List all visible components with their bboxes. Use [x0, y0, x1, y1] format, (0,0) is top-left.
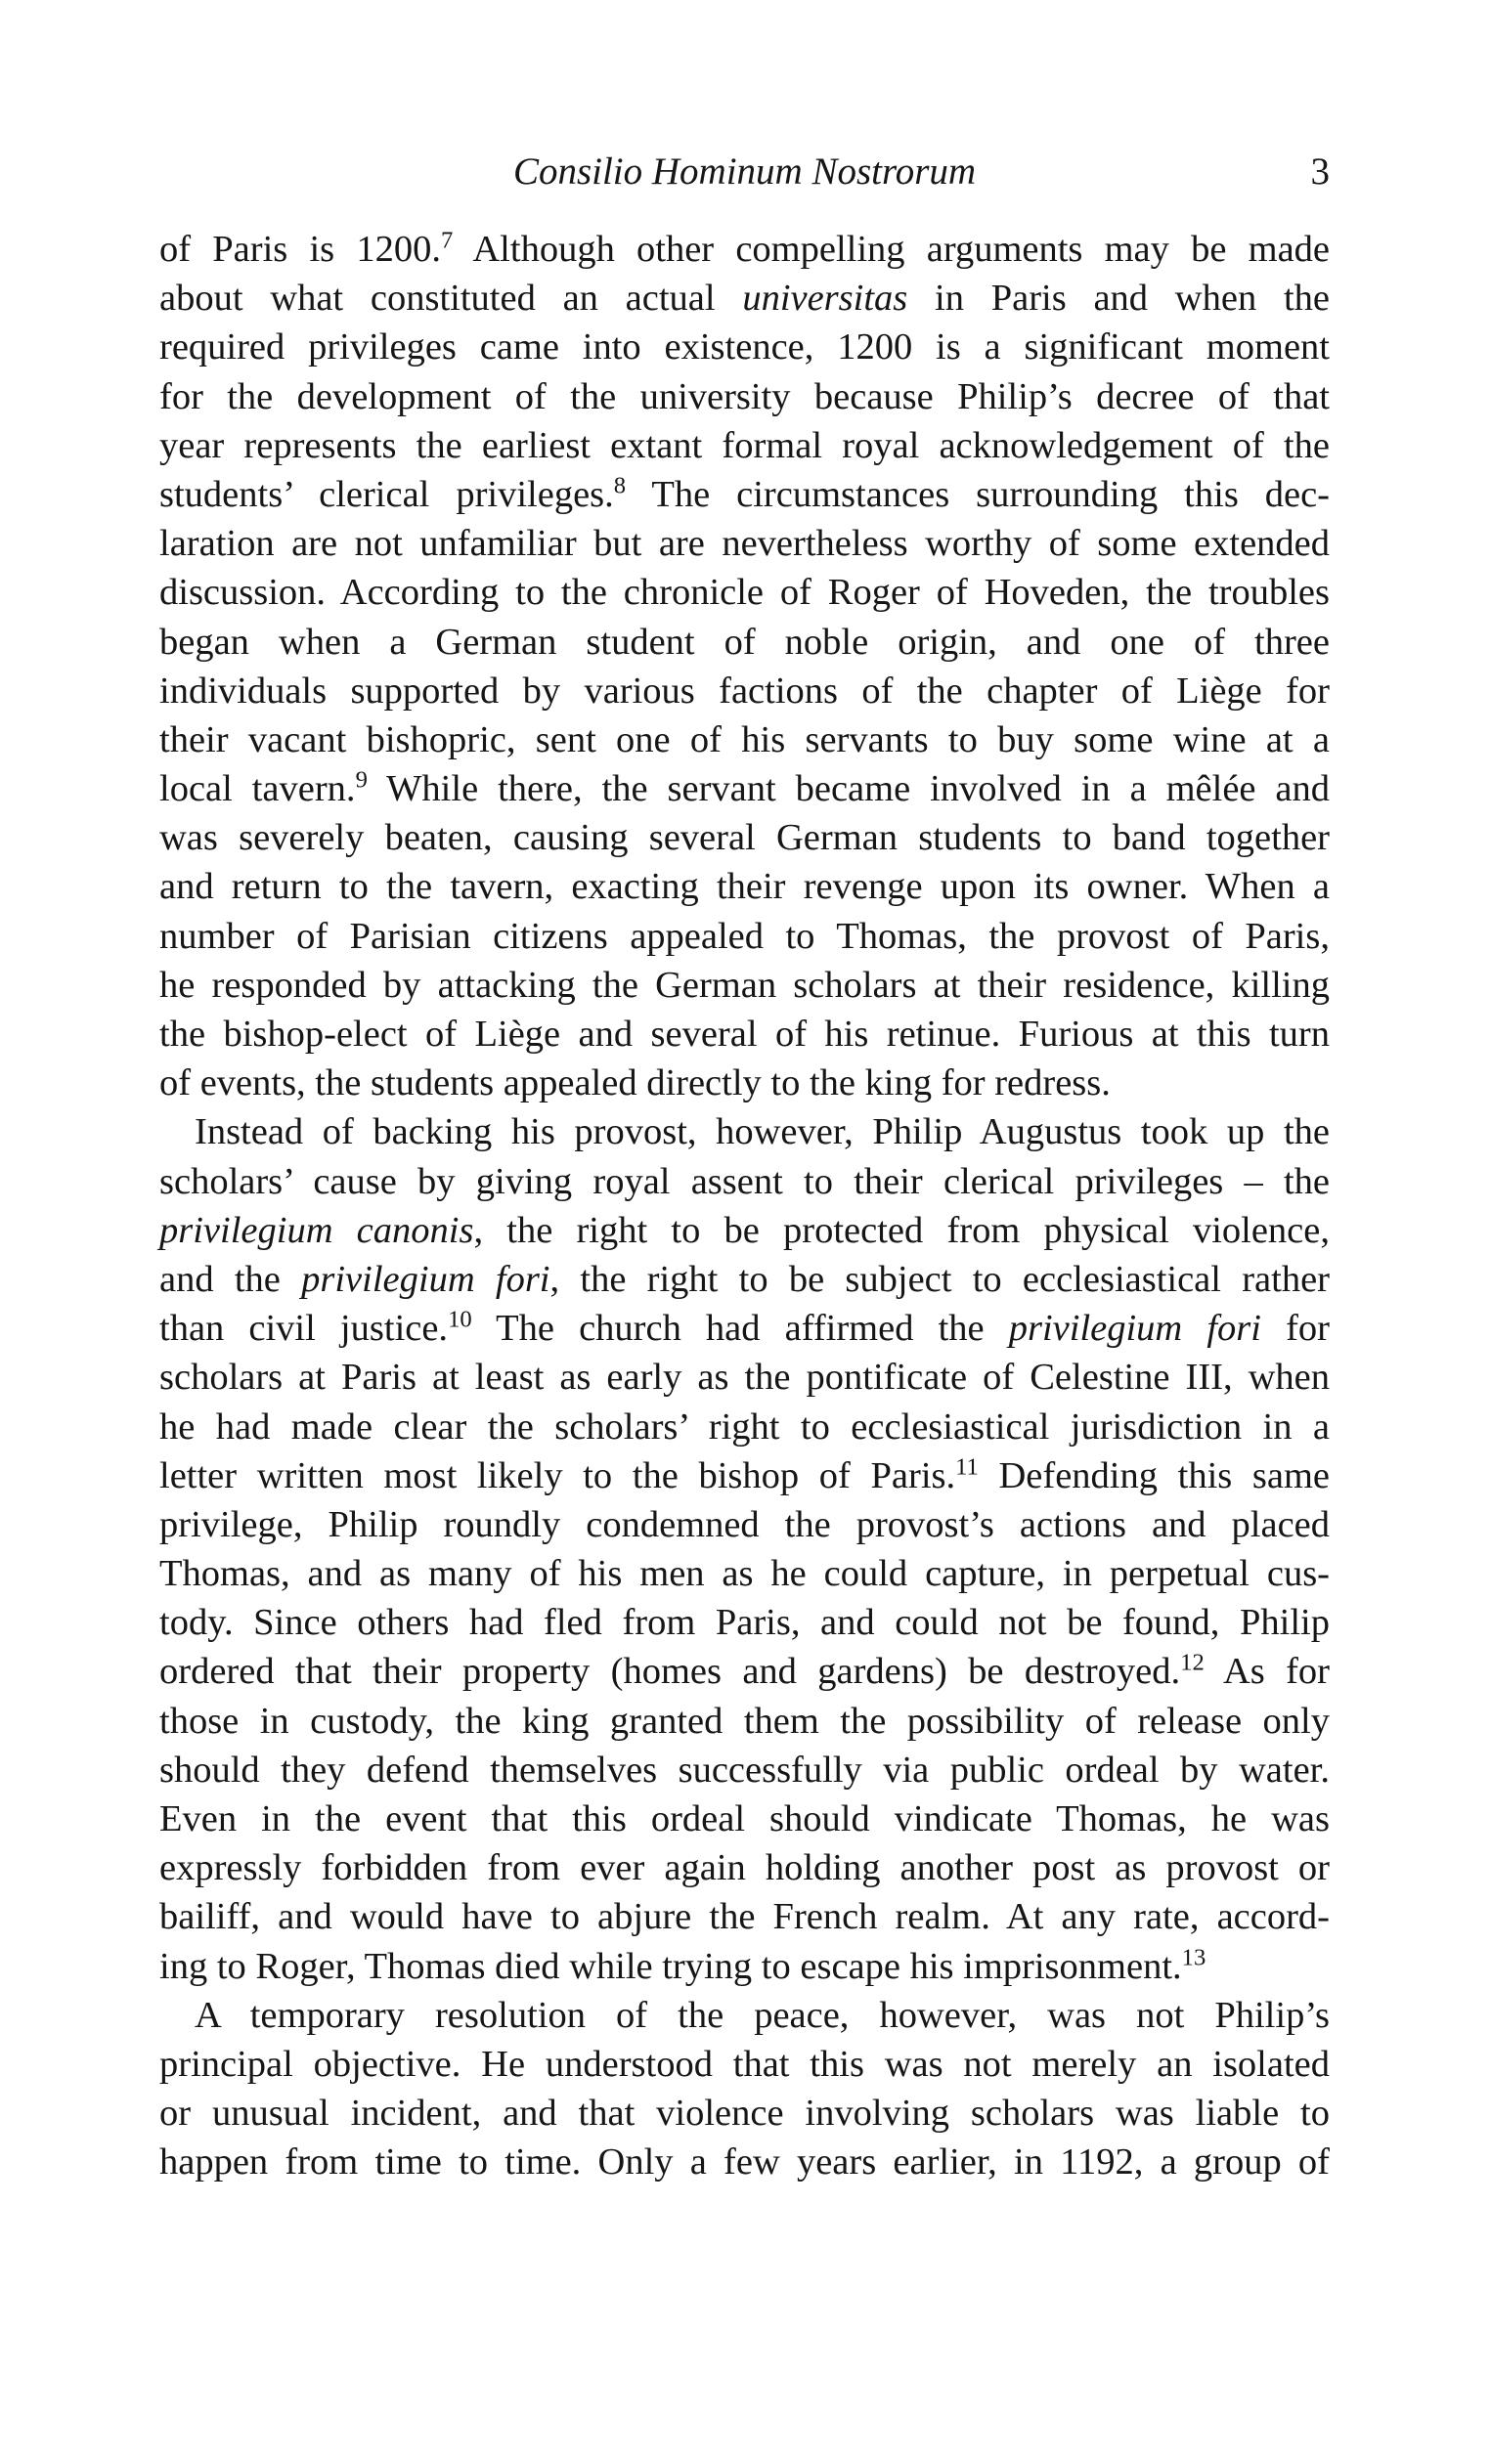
text-line	[159, 912, 1330, 961]
text-run: Although other compelling arguments may be made	[453, 229, 1330, 270]
text-line	[159, 764, 1330, 813]
text-run: he responded by attacking the German scholars at their residence, killing	[159, 964, 1330, 1006]
italic-term: privilegium fori	[301, 1258, 550, 1300]
text-run: The circumstances surrounding this dec-	[626, 473, 1330, 515]
text-run: and the	[159, 1258, 302, 1300]
text-line	[159, 470, 1330, 519]
text-run: tody. Since others had fled from Paris, and could not be found, Philip	[159, 1602, 1330, 1644]
text-run: number of Parisian citizens appealed to Thomas, the provost of Paris,	[159, 915, 1330, 957]
italic-term: privilegium fori	[1008, 1308, 1261, 1350]
text-line	[159, 1304, 1330, 1353]
text-run: scholars’ cause by giving royal assent to their clerical privileges – the	[159, 1160, 1330, 1202]
running-title: Consilio Hominum Nostrorum	[512, 151, 977, 193]
text-run: Instead of backing his provost, however, Philip Augustus took up the	[195, 1111, 1330, 1153]
text-run: local tavern.	[159, 768, 356, 810]
text-run: Thomas, and as many of his men as he could capture, in perpetual cus-	[159, 1553, 1330, 1595]
text-line	[159, 1697, 1330, 1746]
text-run: letter written most likely to the bishop of Paris.	[159, 1454, 956, 1496]
text-run: in Paris and when the	[907, 278, 1330, 320]
text-run: bailiff, and would have to abjure the French realm. At any rate, accord-	[159, 1896, 1330, 1938]
text-line	[159, 1647, 1330, 1696]
text-line	[159, 1942, 1330, 1991]
text-run: privilege, Philip roundly condemned the provost’s actions and placed	[159, 1503, 1330, 1545]
text-run: While there, the servant became involved in a mêlée and	[367, 768, 1331, 810]
text-run: students’ clerical privileges.	[159, 473, 614, 515]
text-run: As for	[1204, 1651, 1330, 1693]
text-line	[159, 715, 1330, 764]
page-number: 3	[1310, 151, 1330, 193]
text-line	[159, 1107, 1330, 1156]
footnote-marker: 9	[355, 766, 368, 794]
text-run: required privileges came into existence, 1200 is a significant moment	[159, 326, 1330, 368]
text-run: of events, the students appealed directly to the king for redress.	[159, 1062, 1111, 1104]
text-line	[159, 813, 1330, 862]
text-line	[159, 2089, 1330, 2138]
text-run: should they defend themselves successfully via public ordeal by water.	[159, 1749, 1330, 1791]
text-line	[159, 1598, 1330, 1647]
text-line	[159, 1403, 1330, 1451]
text-line	[159, 961, 1330, 1010]
text-line	[159, 519, 1330, 568]
footnote-marker: 10	[448, 1306, 472, 1333]
text-line	[159, 274, 1330, 323]
italic-term: universitas	[742, 278, 908, 320]
text-run: Even in the event that this ordeal should vindicate Thomas, he was	[159, 1798, 1330, 1839]
text-line	[159, 1206, 1330, 1255]
text-line	[159, 2040, 1330, 2089]
text-run: expressly forbidden from ever again holding another post as provost or	[159, 1847, 1330, 1889]
text-run: and return to the tavern, exacting their revenge upon its owner. When a	[159, 866, 1330, 908]
text-run: year represents the earliest extant formal royal acknowledgement of the	[159, 424, 1330, 466]
text-line	[159, 1991, 1330, 2040]
text-run: ing to Roger, Thomas died while trying to escape his imprisonment.	[159, 1945, 1182, 1987]
text-run: scholars at Paris at least as early as the pontificate of Celestine III, when	[159, 1357, 1330, 1399]
text-line	[159, 1500, 1330, 1549]
text-line	[159, 323, 1330, 371]
text-run: was severely beaten, causing several German students to band together	[159, 817, 1330, 859]
text-line	[159, 568, 1330, 617]
text-run: their vacant bishopric, sent one of his servants to buy some wine at a	[159, 718, 1330, 760]
text-line	[159, 1892, 1330, 1941]
text-run: ordered that their property (homes and gardens) be destroyed.	[159, 1651, 1181, 1693]
text-run: , the right to be protected from physical violence,	[473, 1209, 1330, 1251]
text-run: for the development of the university because Philip’s decree of that	[159, 375, 1330, 417]
paragraph	[159, 1107, 1330, 1990]
text-run: happen from time to time. Only a few years earlier, in 1192, a group of	[159, 2141, 1330, 2183]
text-run: laration are not unfamiliar but are nevertheless worthy of some extended	[159, 523, 1330, 565]
text-line	[159, 421, 1330, 470]
text-run: or unusual incident, and that violence involving scholars was liable to	[159, 2093, 1330, 2135]
text-run: principal objective. He understood that this was not merely an isolated	[159, 2043, 1330, 2085]
text-line	[159, 1059, 1330, 1107]
text-line	[159, 618, 1330, 667]
italic-term: privilegium canonis	[159, 1209, 474, 1251]
text-run: The church had affirmed the	[471, 1308, 1009, 1350]
text-run: of Paris is 1200.	[159, 229, 441, 270]
text-line	[159, 1157, 1330, 1206]
running-head	[159, 145, 1330, 199]
text-line	[159, 667, 1330, 715]
text-line	[159, 1353, 1330, 1402]
text-line	[159, 1794, 1330, 1843]
text-line	[159, 1843, 1330, 1892]
text-run: , the right to be subject to ecclesiastical rather	[549, 1258, 1330, 1300]
text-line	[159, 1255, 1330, 1304]
text-run: those in custody, the king granted them the possibility of release only	[159, 1700, 1330, 1742]
text-line	[159, 1451, 1330, 1500]
text-line	[159, 1010, 1330, 1059]
text-line	[159, 372, 1330, 421]
text-run: for	[1260, 1308, 1330, 1350]
footnote-marker: 11	[955, 1453, 979, 1481]
text-line	[159, 1549, 1330, 1598]
text-run: than civil justice.	[159, 1308, 449, 1350]
text-run: about what constituted an actual	[159, 278, 743, 320]
body-text	[159, 225, 1330, 2187]
paragraph	[159, 1991, 1330, 2187]
text-run: A temporary resolution of the peace, however, was not Philip’s	[195, 1994, 1330, 2036]
text-line	[159, 862, 1330, 911]
text-run: Defending this same	[978, 1454, 1330, 1496]
text-run: he had made clear the scholars’ right to ecclesiastical jurisdiction in a	[159, 1405, 1330, 1448]
text-run: individuals supported by various factions of the chapter of Liège for	[159, 670, 1330, 712]
text-run: began when a German student of noble origin, and one of three	[159, 621, 1330, 663]
text-line	[159, 1746, 1330, 1794]
footnote-marker: 12	[1180, 1649, 1205, 1676]
footnote-marker: 7	[440, 227, 454, 254]
text-line	[159, 2138, 1330, 2186]
text-run: discussion. According to the chronicle of Roger of Hoveden, the troubles	[159, 572, 1330, 614]
text-run: the bishop-elect of Liège and several of his retinue. Furious at this turn	[159, 1014, 1330, 1055]
text-line	[159, 225, 1330, 274]
paragraph	[159, 225, 1330, 1107]
footnote-marker: 13	[1181, 1944, 1206, 1971]
footnote-marker: 8	[613, 472, 627, 499]
